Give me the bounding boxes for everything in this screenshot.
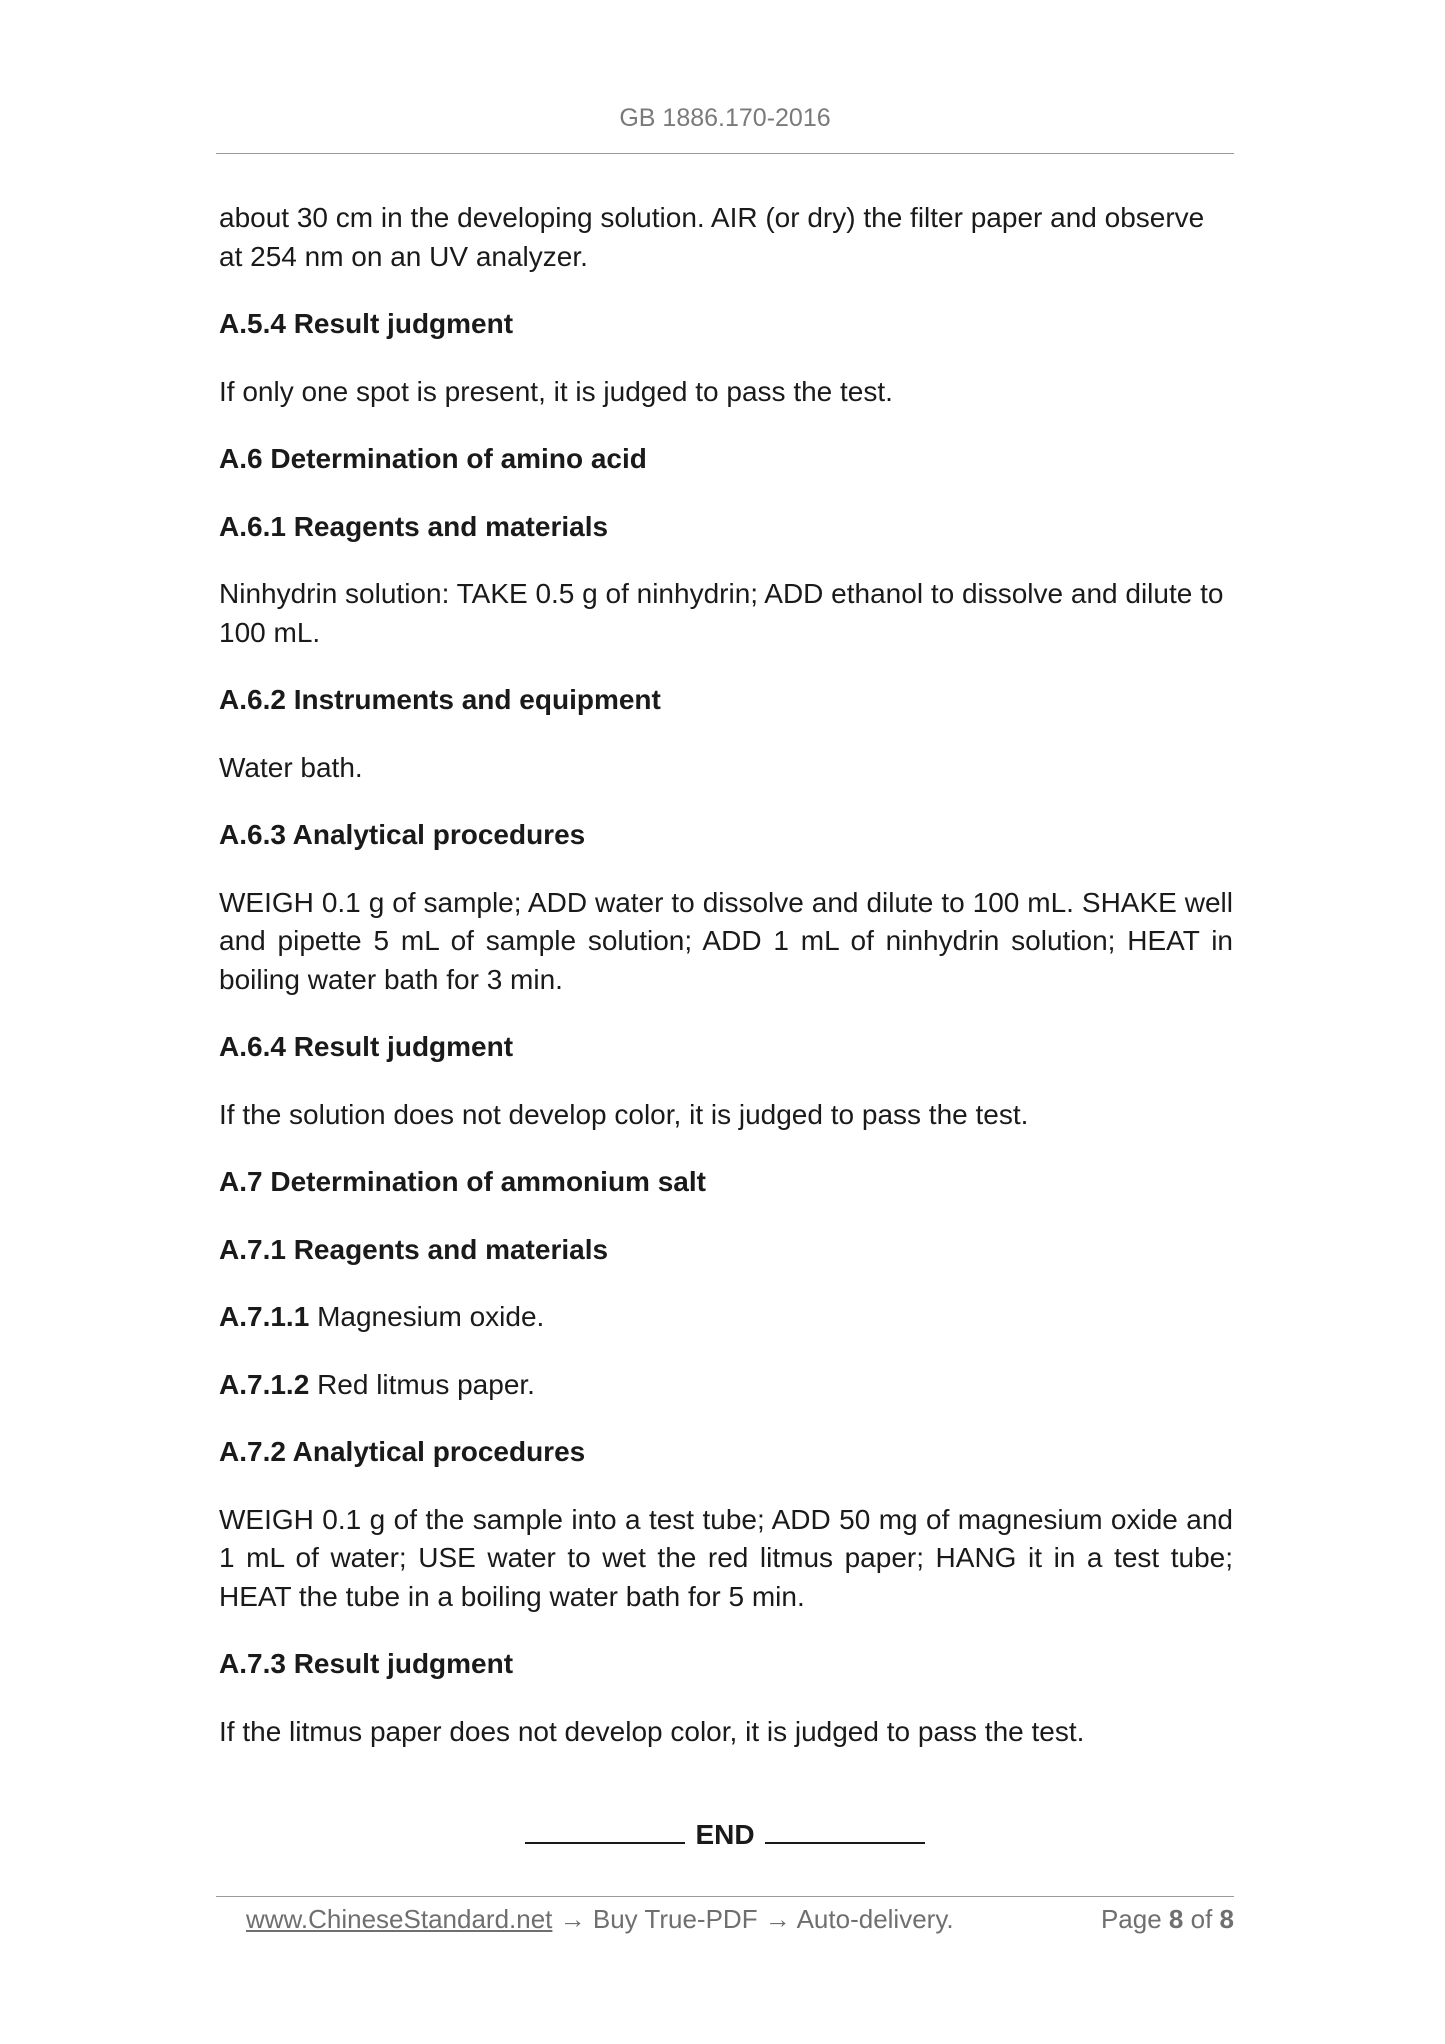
page-label: Page [1100, 1904, 1162, 1934]
paragraph-a72: WEIGH 0.1 g of the sample into a test tube; ADD 50 mg of magnesium oxide and 1 mL of water; USE water to wet the red litmus paper; HANG it in a test tube; HEAT the tube in a boiling water bath for 5 min. [219, 1503, 1233, 1612]
paragraph-a64: If the solution does not develop color, it is judged to pass the test. [219, 1098, 1029, 1130]
page-footer [246, 1900, 1234, 1938]
page-total: 8 [1219, 1904, 1234, 1934]
page-indicator [1101, 1900, 1234, 1938]
end-marker [216, 1819, 1234, 1851]
end-rule-right [765, 1841, 925, 1844]
page-current: 8 [1168, 1904, 1184, 1934]
site-link[interactable]: www.ChineseStandard.net [246, 1904, 553, 1934]
paragraph-a61: Ninhydrin solution: TAKE 0.5 g of ninhydrin; ADD ethanol to dissolve and dilute to 100 mL. [219, 578, 1224, 648]
section-heading-a71: A.7.1 Reagents and materials [219, 1233, 609, 1265]
section-heading-a73: A.7.3 Result judgment [219, 1648, 514, 1679]
item-a712 [219, 1366, 1233, 1405]
item-a711-text: Magnesium oxide. [317, 1301, 545, 1332]
footer-divider [216, 1896, 1234, 1897]
page-header [216, 104, 1234, 133]
footer-promo: → Buy True-PDF → Auto-delivery. [559, 1904, 954, 1934]
standard-code: GB 1886.170-2016 [619, 104, 831, 132]
section-heading-a62: A.6.2 Instruments and equipment [219, 684, 661, 715]
section-heading-a63: A.6.3 Analytical procedures [219, 819, 586, 850]
end-rule-left [525, 1841, 685, 1844]
header-divider [216, 153, 1234, 154]
section-heading-a6: A.6 Determination of amino acid [219, 443, 647, 474]
paragraph-a54: If only one spot is present, it is judged to pass the test. [219, 375, 893, 407]
item-a712-text: Red litmus paper. [317, 1368, 535, 1400]
section-heading-a64: A.6.4 Result judgment [219, 1031, 514, 1062]
item-a712-number: A.7.1.2 [219, 1368, 310, 1400]
section-heading-a7: A.7 Determination of ammonium salt [219, 1166, 706, 1197]
section-heading-a61: A.6.1 Reagents and materials [219, 510, 609, 542]
paragraph-a73: If the litmus paper does not develop color, it is judged to pass the test. [219, 1715, 1085, 1747]
document-body [219, 199, 1233, 1780]
paragraph-a62: Water bath. [219, 751, 363, 783]
end-label: END [695, 1819, 755, 1850]
paragraph-a63: WEIGH 0.1 g of sample; ADD water to dissolve and dilute to 100 mL. SHAKE well and pipette 5 mL of sample solution; ADD 1 mL of ninhydrin solution; HEAT in boiling water bath for 3 min. [219, 886, 1233, 995]
item-a711-number: A.7.1.1 [219, 1301, 310, 1332]
section-heading-a54: A.5.4 Result judgment [219, 308, 514, 339]
section-heading-a72: A.7.2 Analytical procedures [219, 1436, 586, 1467]
continuation-paragraph: about 30 cm in the developing solution. AIR (or dry) the filter paper and observe at 254 nm on an UV analyzer. [219, 202, 1205, 272]
item-a711 [219, 1298, 1233, 1337]
page-of-label: of [1190, 1904, 1213, 1934]
